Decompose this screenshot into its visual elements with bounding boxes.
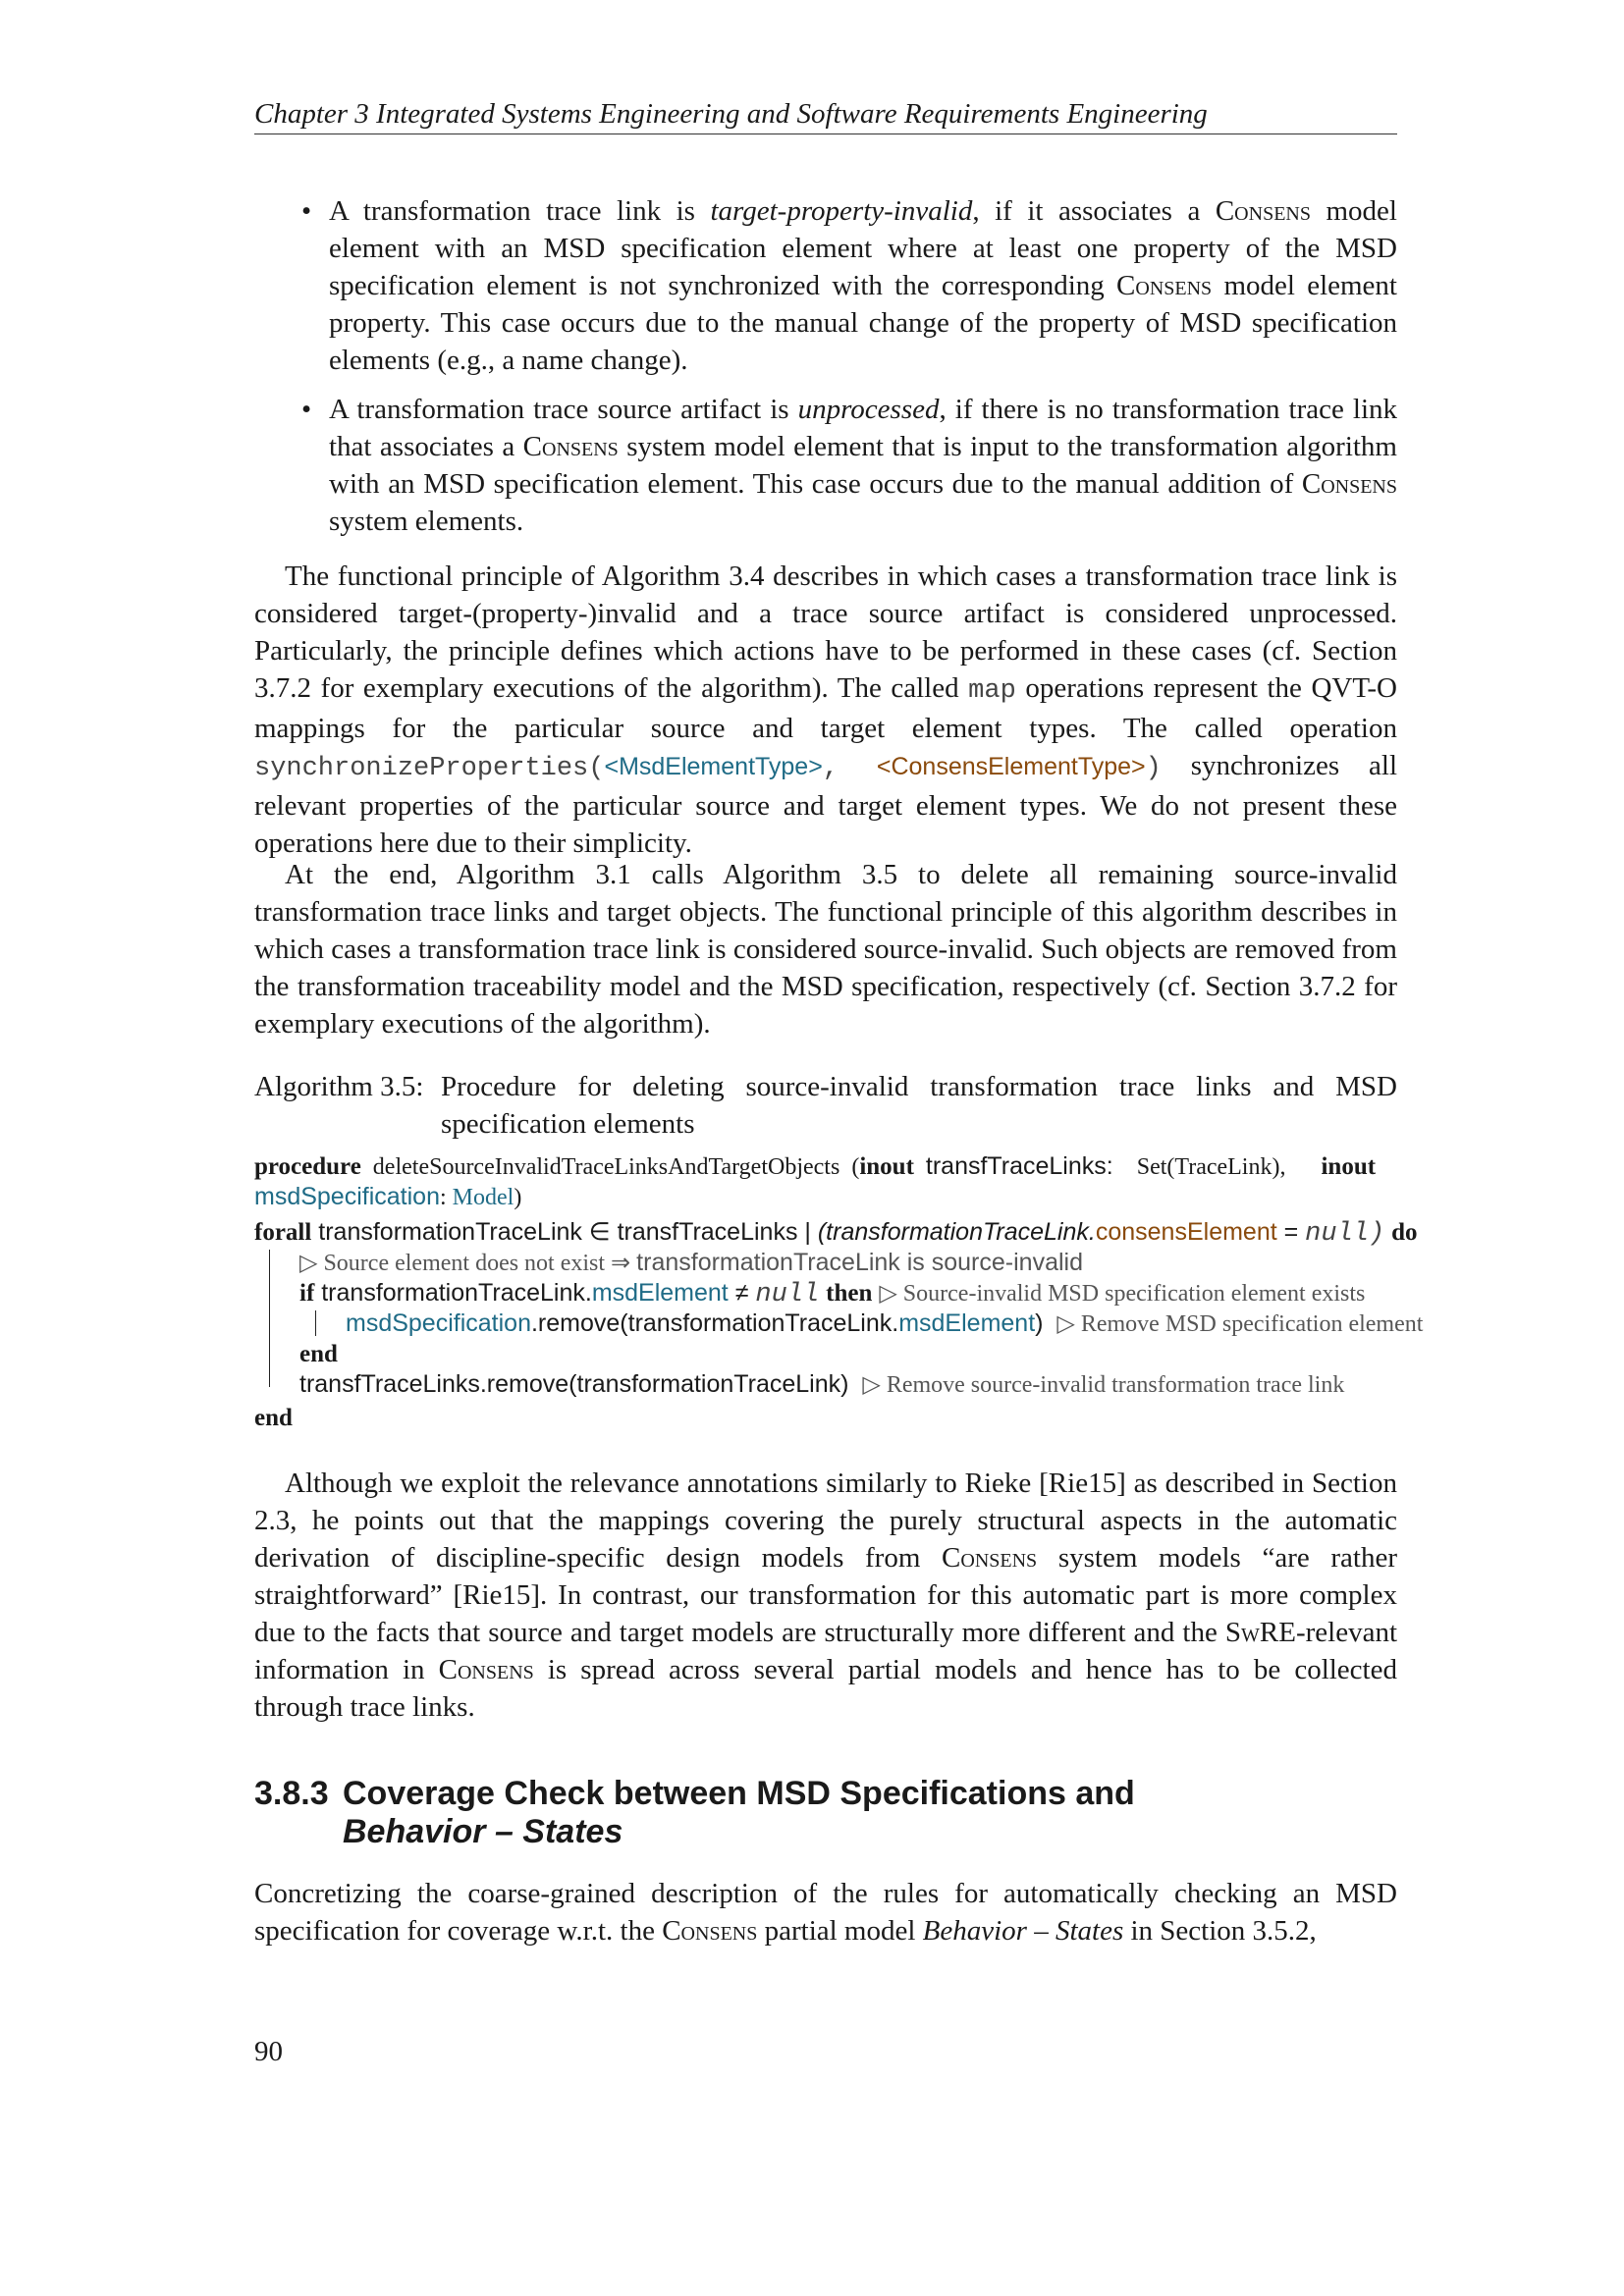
section-number: 3.8.3 [254,1775,329,1812]
algorithm-if: if transformationTraceLink.msdElement ≠ null then ▷ Source-invalid MSD specification element exists [299,1279,1366,1309]
list-item: • A transformation trace link is target-property-invalid, if it associates a Consens model element with an MSD specification element where at least one property of the MSD specification element is not synchronized with the corresponding Consens model element property. This case occurs due to the manual change of the property of MSD specification elements (e.g., a name change). [254,192,1397,379]
paragraph: At the end, Algorithm 3.1 calls Algorithm 3.5 to delete all remaining source-invalid transformation trace links and target objects. The functional principle of this algorithm describes in which cases a transformation trace link is considered source-invalid. Such objects are removed from the transformation traceability model and the MSD specification, respectively (cf. Section 3.7.2 for exemplary executions of the algorithm). [254,859,1397,1040]
page-number: 90 [254,2036,283,2067]
algorithm-end: end [254,1405,293,1431]
block-bar [269,1250,270,1387]
definition-list [254,192,1397,552]
term: unprocessed [797,394,940,425]
list-item: • A transformation trace source artifact is unprocessed, if there is no transformation trace link that associates a Consens system model element that is input to the transformation algorithm with an MSD specification element. This case occurs due to the manual addition of Consens system elements. [254,391,1397,540]
algorithm-remove-element: msdSpecification.remove(transformationTraceLink.msdElement) ▷ Remove MSD specification element [346,1309,1424,1337]
paragraph: The functional principle of Algorithm 3.4 describes in which cases a transformation trace link is considered target-(property-)invalid and a trace source artifact is considered unprocessed. Particularly, the principle defines which actions have to be performed in these cases (cf. Section 3.7.2 for exemplary executions of the algorithm). The called map operations represent the QVT-O mappings for the particular source and target element types. The called operation synchronizeProperties(<MsdElementType>, <ConsensElementType>) synchronizes all relevant properties of the particular source and target element types. We do not present these operations here due to their simplicity. [254,561,1398,859]
running-head: Chapter 3 Integrated Systems Engineering and Software Requirements Engineering [254,94,1397,134]
algorithm-end-if: end [299,1341,338,1367]
algorithm-label: Algorithm 3.5: [254,1071,424,1102]
term: target-property-invalid [710,195,973,227]
algorithm-remove-link: transfTraceLinks.remove(transformationTraceLink) ▷ Remove source-invalid transformation trace link [299,1370,1345,1398]
section-title: Coverage Check between MSD Specifications and [343,1775,1135,1812]
algorithm-forall: forall transformationTraceLink ∈ transfTraceLinks | (transformationTraceLink.consensElement = null) do [254,1218,1418,1249]
section-title-cont: Behavior – States [343,1813,623,1850]
algorithm-comment: ▷ Source element does not exist ⇒ transformationTraceLink is source-invalid [299,1249,1083,1276]
algorithm-signature-cont: msdSpecification: Model) [254,1183,522,1210]
algorithm-signature: procedure deleteSourceInvalidTraceLinksAndTargetObjects (inout transfTraceLinks: Set(TraceLink), inout [254,1152,1377,1180]
algorithm-caption-text: Procedure for deleting source-invalid transformation trace links and MSD specification elements [441,1071,1397,1140]
paragraph: Although we exploit the relevance annotations similarly to Rieke [Rie15] as described in Section 2.3, he points out that the mappings covering the purely structural aspects in the automatic derivation of discipline-specific design models from Consens system models “are rather straightforward” [Rie15]. In contrast, our transformation for this automatic part is more complex due to the facts that source and target models are structurally more different and the SwRE-relevant information in Consens is spread across several partial models and hence has to be collected through trace links. [254,1468,1397,1723]
block-bar [315,1310,316,1336]
paragraph: Concretizing the coarse-grained description of the rules for automatically checking an MSD specification for coverage w.r.t. the Consens partial model Behavior – States in Section 3.5.2, [254,1878,1397,1947]
